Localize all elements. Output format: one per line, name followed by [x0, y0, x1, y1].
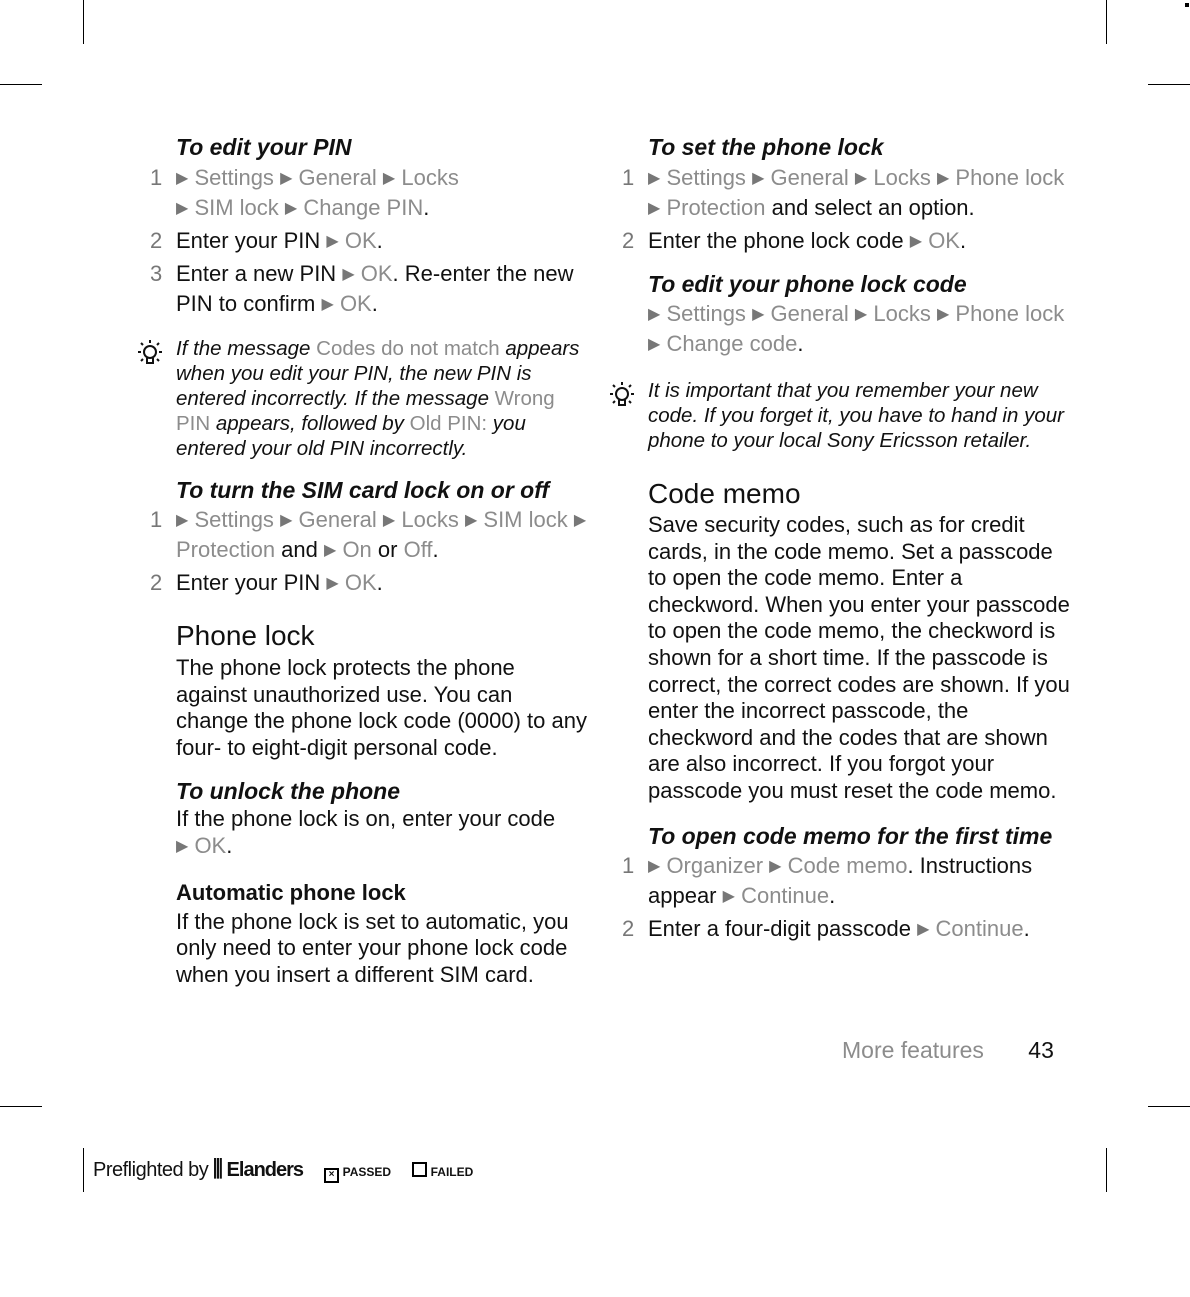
arrow-icon: ▶ — [326, 575, 339, 592]
code-memo-body: Save security codes, such as for credit cards, in the code memo. Set a passcode to open the code memo. Enter a checkword. When you enter your passcode to open the code memo, the checkword is shown for a short time. If the passcode is correct, the correct codes are shown. If you enter the incorrect passcode, the checkword and the codes that are shown are also incorrect. If you forgot your passcode you must reset the code memo. — [648, 512, 1070, 803]
preflight-stamp: Preflighted by ⫼ Elanders × PASSED FAILED — [93, 1156, 474, 1181]
passed-checkbox: × — [324, 1168, 339, 1183]
edit-pin-step-3: 3 Enter a new PIN ▶ OK. Re-enter the new PIN to confirm ▶ OK. — [150, 261, 574, 316]
elanders-logo-icon: ⫼ — [212, 1156, 222, 1181]
auto-lock-heading: Automatic phone lock — [176, 879, 406, 905]
arrow-icon: ▶ — [176, 200, 189, 217]
set-lock-step-1: 1 ▶ Settings ▶ General ▶ Locks ▶ Phone lock ▶ Protection and select an option. — [622, 165, 1065, 220]
open-memo-heading: To open code memo for the first time — [648, 822, 1053, 849]
set-lock-step-2: 2 Enter the phone lock code ▶ OK. — [622, 228, 967, 253]
arrow-icon: ▶ — [176, 512, 189, 529]
arrow-icon: ▶ — [464, 512, 478, 529]
crop-mark — [1148, 84, 1190, 85]
code-memo-heading: Code memo — [648, 478, 801, 509]
edit-pin-heading: To edit your PIN — [176, 134, 352, 160]
edit-pin-step-1: 1 ▶ Settings ▶ General ▶ Locks ▶ SIM lock ▶ Change PIN. — [150, 165, 459, 220]
crop-mark — [0, 84, 42, 85]
phone-lock-heading: Phone lock — [176, 620, 315, 651]
arrow-icon: ▶ — [176, 170, 189, 187]
arrow-icon: ▶ — [769, 857, 782, 875]
crop-mark — [1106, 0, 1107, 44]
arrow-icon: ▶ — [284, 200, 298, 217]
page-footer — [842, 1037, 1054, 1064]
edit-pin-step-2: 2 Enter your PIN ▶ OK. — [150, 228, 383, 253]
open-memo-step-1: 1 ▶ Organizer ▶ Code memo. Instructions appear ▶ Continue. — [622, 852, 1033, 908]
arrow-icon: ▶ — [722, 887, 735, 905]
arrow-icon: ▶ — [280, 512, 293, 529]
arrow-icon: ▶ — [752, 170, 765, 187]
arrow-icon: ▶ — [176, 837, 189, 855]
auto-lock-body: If the phone lock is set to automatic, you only need to enter your phone lock code when you insert a different SIM card. — [176, 908, 569, 987]
tip-pin-messages: If the message Codes do not match appears when you edit your PIN, the new PIN is entered incorrectly. If the message Wrong PIN appears, followed by Old PIN: you entered your old PIN incorrectly. — [140, 336, 590, 461]
sim-lock-step-1: 1 ▶ Settings ▶ General ▶ Locks ▶ SIM lock ▶ Protection and ▶ On or Off. — [150, 507, 587, 562]
crop-mark — [83, 0, 84, 44]
arrow-icon: ▶ — [854, 306, 868, 323]
arrow-icon: ▶ — [917, 920, 930, 938]
elanders-brand: Elanders — [226, 1159, 304, 1181]
crop-dot — [1185, 3, 1189, 7]
arrow-icon: ▶ — [342, 266, 355, 283]
arrow-icon: ▶ — [648, 200, 661, 217]
arrow-icon: ▶ — [752, 306, 765, 323]
arrow-icon: ▶ — [382, 512, 396, 529]
arrow-icon: ▶ — [936, 170, 950, 187]
arrow-icon: ▶ — [936, 306, 950, 323]
sim-lock-step-2: 2 Enter your PIN ▶ OK. — [150, 570, 383, 595]
right-column — [612, 130, 1072, 945]
arrow-icon: ▶ — [324, 542, 337, 559]
arrow-icon: ▶ — [648, 170, 661, 187]
unlock-body: If the phone lock is on, enter your code ▶ OK. — [176, 806, 556, 858]
arrow-icon: ▶ — [382, 170, 396, 187]
arrow-icon: ▶ — [321, 296, 334, 313]
unlock-heading: To unlock the phone — [176, 778, 401, 805]
arrow-icon: ▶ — [648, 857, 661, 875]
footer-section: More features — [842, 1037, 984, 1063]
failed-checkbox — [412, 1162, 427, 1177]
arrow-icon: ▶ — [648, 306, 661, 323]
crop-mark — [1106, 1148, 1107, 1192]
crop-mark — [0, 1106, 42, 1107]
lightbulb-tip-icon — [606, 380, 638, 412]
arrow-icon: ▶ — [854, 170, 868, 187]
edit-code-heading: To edit your phone lock code — [648, 271, 967, 297]
tip-remember-code: It is important that you remember your new code. If you forget it, you have to hand in your phone to your local Sony Ericsson retailer. — [612, 378, 1072, 453]
left-column — [140, 130, 590, 988]
arrow-icon: ▶ — [909, 233, 923, 250]
page-number: 43 — [1028, 1037, 1054, 1063]
arrow-icon: ▶ — [326, 233, 339, 250]
open-memo-step-2: 2 Enter a four-digit passcode ▶ Continue. — [622, 915, 1030, 941]
edit-code-path: ▶ Settings ▶ General ▶ Locks ▶ Phone lock ▶ Change code. — [648, 301, 1065, 356]
arrow-icon: ▶ — [648, 336, 661, 353]
sim-lock-heading: To turn the SIM card lock on or off — [176, 477, 550, 503]
arrow-icon: ▶ — [573, 512, 587, 529]
crop-mark — [83, 1148, 84, 1192]
arrow-icon: ▶ — [280, 170, 293, 187]
lightbulb-tip-icon — [134, 338, 166, 370]
crop-mark — [1148, 1106, 1190, 1107]
set-lock-heading: To set the phone lock — [648, 134, 884, 160]
phone-lock-body: The phone lock protects the phone against unauthorized use. You can change the phone lock code (0000) to any four- to eight-digit personal code. — [176, 655, 587, 760]
